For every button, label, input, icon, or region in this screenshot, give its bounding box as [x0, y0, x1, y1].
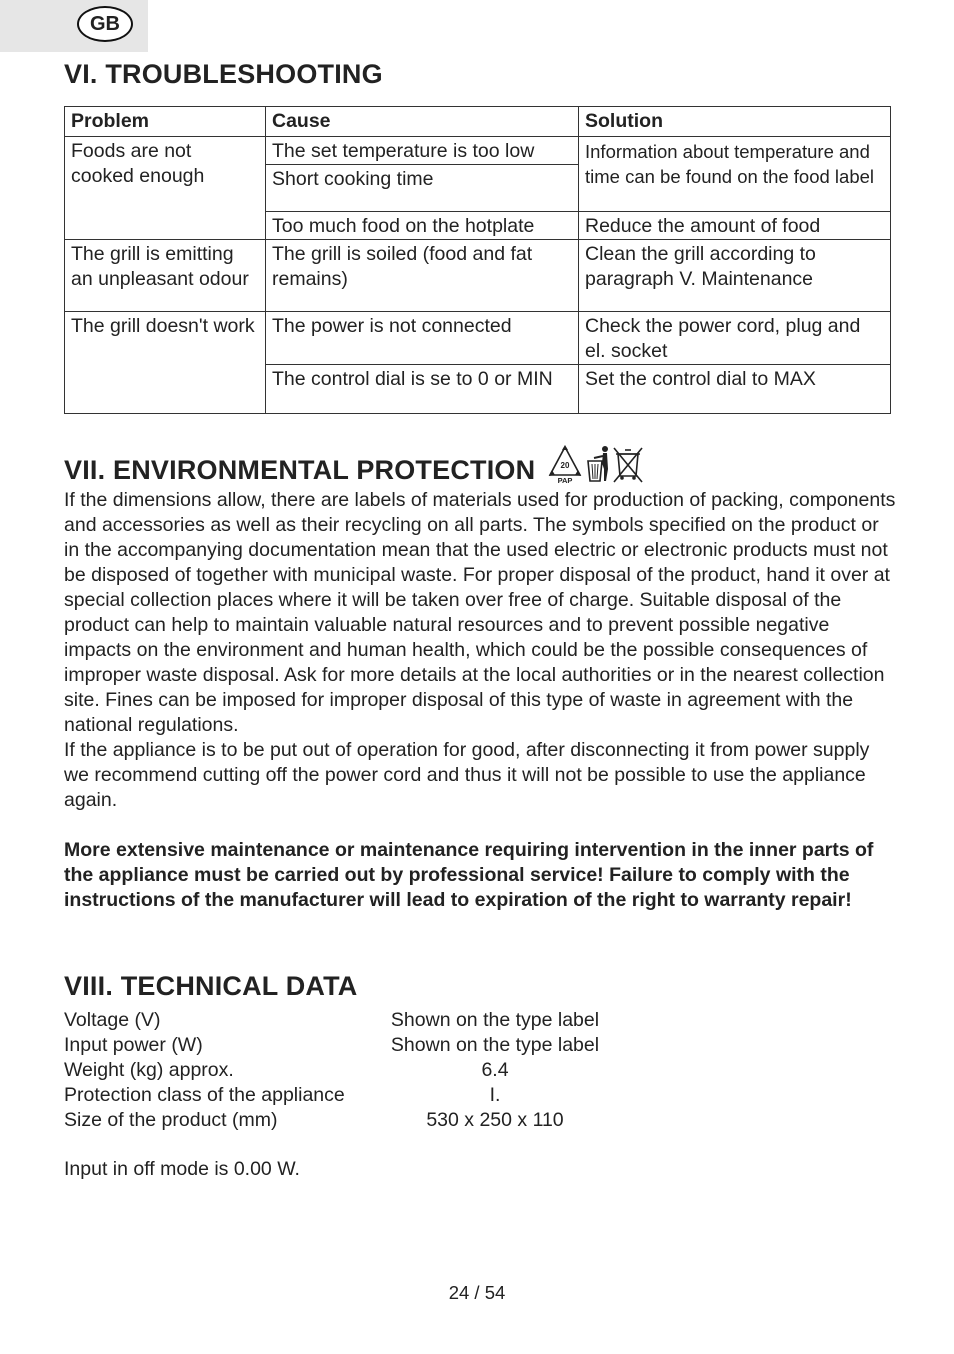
cause-cell: Short cooking time — [266, 165, 579, 212]
language-tab — [0, 0, 148, 52]
solution-cell: Reduce the amount of food — [579, 212, 891, 240]
solution-cell: Clean the grill according to paragraph V. Maintenance — [579, 240, 891, 312]
cause-cell: The grill is soiled (food and fat remains) — [266, 240, 579, 312]
cause-cell: The control dial is se to 0 or MIN — [266, 365, 579, 414]
spec-label: Size of the product (mm) — [64, 1109, 278, 1131]
problem-cell: Foods are not cooked enough — [65, 137, 266, 240]
spec-label: Voltage (V) — [64, 1009, 161, 1031]
recycle-code: PAP — [557, 476, 573, 485]
environment-heading: VII. ENVIRONMENTAL PROTECTION — [64, 455, 536, 485]
maintenance-warning: More extensive maintenance or maintenance requiring intervention in the inner parts of the appliance must be carried out by professional service! Failure to comply with the instructions of the manufacturer will lead to expiration of the right to warranty repair! — [64, 839, 874, 911]
problem-cell: The grill is emitting an unpleasant odour — [65, 240, 266, 312]
table-header-row — [65, 107, 891, 137]
environment-paragraph: If the dimensions allow, there are labels of materials used for production of packing, components and accessories as well as their recycling on all parts. The symbols specified on the product or in the accompanying documentation mean that the used electric or electronic products must not be disposed of together with municipal waste. For proper disposal of the product, hand it over at special collection places where it will be taken over free of charge. Suitable disposal of the product can help to maintain valuable natural resources and to prevent possible negative impacts on the environment and human health, which could be the possible consequences of improper waste disposal. Ask for more details at the local authorities or in the nearest collection site. Fines can be imposed for improper disposal of this type of waste in agreement with the national regulations. — [64, 489, 896, 736]
problem-cell: The grill doesn't work — [65, 312, 266, 414]
language-badge: GB — [77, 6, 133, 42]
solution-cell: Information about temperature and time can be found on the food label — [579, 137, 891, 212]
table-row — [65, 312, 891, 365]
header-solution: Solution — [579, 107, 891, 137]
table-row — [65, 240, 891, 312]
power-cord-paragraph: If the appliance is to be put out of operation for good, after disconnecting it from power supply we recommend cutting off the power cord and thus it will not be possible to use the appliance again. — [64, 739, 870, 811]
troubleshooting-heading: VI. TROUBLESHOOTING — [64, 59, 383, 89]
cause-cell: Too much food on the hotplate — [266, 212, 579, 240]
header-cause: Cause — [266, 107, 579, 137]
recycle-number: 20 — [560, 461, 570, 470]
spec-value: Shown on the type label — [390, 1009, 600, 1031]
solution-cell: Set the control dial to MAX — [579, 365, 891, 414]
recycling-symbols — [548, 445, 644, 485]
list-item — [64, 1033, 684, 1058]
spec-value: 530 x 250 x 110 — [426, 1109, 564, 1131]
spec-value: Shown on the type label — [390, 1034, 600, 1056]
header-problem: Problem — [65, 107, 266, 137]
list-item — [64, 1058, 684, 1083]
solution-cell: Check the power cord, plug and el. socket — [579, 312, 891, 365]
spec-value: 6.4 — [481, 1059, 509, 1081]
cause-cell: The power is not connected — [266, 312, 579, 365]
spec-label: Input power (W) — [64, 1034, 203, 1056]
off-mode-note: Input in off mode is 0.00 W. — [64, 1158, 300, 1180]
spec-label: Weight (kg) approx. — [64, 1059, 234, 1081]
list-item — [64, 1008, 684, 1033]
technical-data-list — [64, 1008, 684, 1133]
recycle-icon — [549, 445, 581, 485]
page-number: 24 / 54 — [448, 1282, 506, 1303]
spec-label: Protection class of the appliance — [64, 1084, 345, 1106]
troubleshooting-table — [64, 106, 891, 414]
list-item — [64, 1083, 684, 1108]
spec-value: I. — [489, 1084, 501, 1106]
technical-data-heading: VIII. TECHNICAL DATA — [64, 971, 358, 1001]
crossed-bin-icon — [614, 448, 642, 482]
list-item — [64, 1108, 684, 1133]
tidyman-icon — [588, 446, 608, 481]
cause-cell: The set temperature is too low — [266, 137, 579, 165]
table-row — [65, 137, 891, 165]
